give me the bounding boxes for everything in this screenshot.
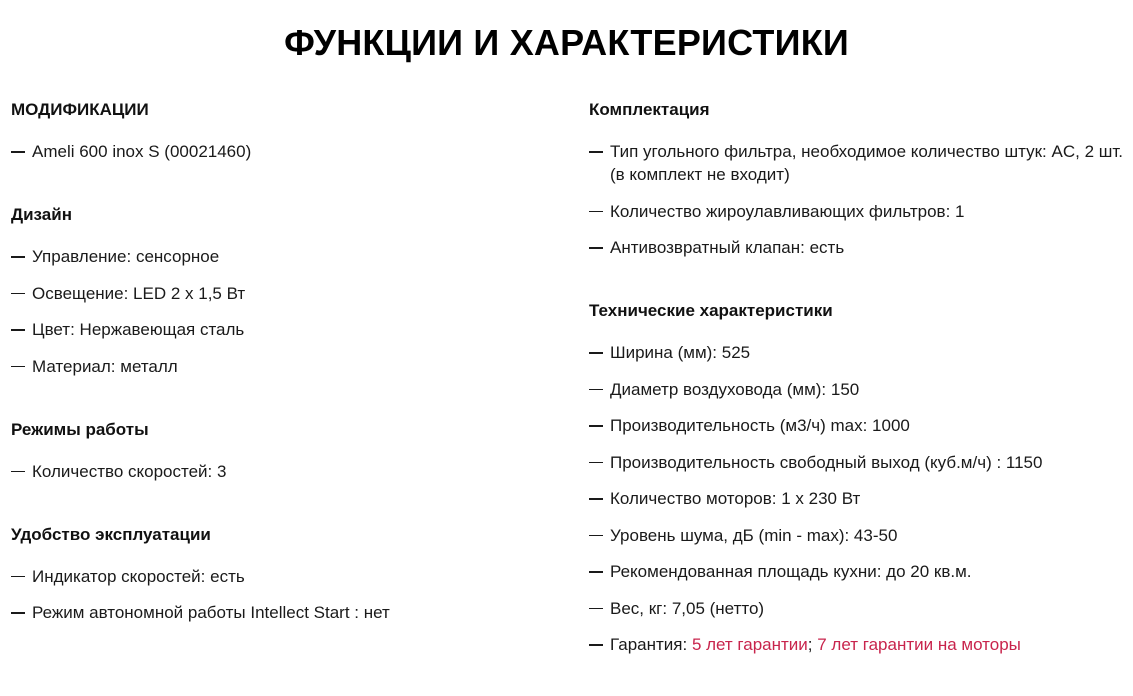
item-text: Количество скоростей: 3 [32, 461, 227, 481]
item-text: Ширина (мм): 525 [610, 343, 751, 362]
list-item [589, 560, 1129, 583]
item-list [11, 245, 551, 378]
dash-icon [11, 293, 25, 295]
list-item [11, 565, 551, 588]
dash-icon [589, 211, 603, 213]
section-title: Технические характеристики [589, 301, 833, 320]
item-text: Вес, кг: 7,05 (нетто) [610, 598, 765, 618]
section-title: МОДИФИКАЦИИ [11, 100, 149, 119]
dash-icon [11, 329, 25, 331]
list-item [589, 200, 1129, 223]
item-text: Режим автономной работы Intellect Start : нет [32, 603, 390, 622]
list-item [11, 140, 551, 163]
dash-icon [11, 471, 25, 473]
list-item [11, 318, 551, 341]
dash-icon [589, 389, 603, 391]
list-item [589, 378, 1129, 401]
dash-icon [11, 576, 25, 578]
warranty-7-years-motors-link[interactable]: 7 лет гарантии на моторы [817, 635, 1021, 654]
warranty-item [589, 633, 1129, 656]
item-text: Количество моторов: 1 х 230 Вт [610, 489, 861, 508]
list-item [589, 597, 1129, 620]
section-modes [11, 418, 551, 483]
dash-icon [11, 256, 25, 258]
item-text: Производительность свободный выход (куб.м/ч) : 1150 [610, 452, 1043, 472]
dash-icon [589, 608, 603, 610]
item-text: Рекомендованная площадь кухни: до 20 кв.м. [610, 562, 972, 581]
section-title: Дизайн [11, 205, 72, 224]
item-text: Производительность (м3/ч) max: 1000 [610, 416, 910, 435]
list-item [589, 236, 1129, 259]
dash-icon [11, 366, 25, 368]
list-item [11, 355, 551, 378]
dash-icon [11, 612, 25, 614]
warranty-5-years-link[interactable]: 5 лет гарантии [691, 635, 808, 654]
list-item [589, 451, 1129, 474]
list-item [11, 460, 551, 483]
dash-icon [589, 535, 603, 537]
list-item [589, 341, 1129, 364]
list-item [589, 487, 1129, 510]
item-text: Диаметр воздуховода (мм): 150 [610, 379, 860, 399]
list-item [11, 282, 551, 305]
item-text: Тип угольного фильтра, необходимое количество штук: AC, 2 шт. (в комплект не входит) [610, 142, 1124, 184]
list-item [11, 245, 551, 268]
item-text: Ameli 600 inox S (00021460) [32, 142, 252, 161]
item-list [589, 140, 1129, 259]
item-text: Управление: сенсорное [32, 247, 220, 266]
dash-icon [589, 571, 603, 573]
warranty-label: Гарантия: [610, 635, 692, 654]
dash-icon [589, 462, 603, 464]
item-text: Индикатор скоростей: есть [32, 566, 245, 586]
section-title: Режимы работы [11, 419, 149, 439]
item-list [589, 341, 1129, 656]
section-kit [589, 98, 1129, 259]
section-title: Комплектация [589, 100, 710, 119]
left-column [11, 98, 551, 664]
list-item [11, 601, 551, 624]
section-modifications [11, 98, 551, 163]
item-text: Антивозвратный клапан: есть [610, 238, 845, 257]
right-column [589, 98, 1129, 696]
dash-icon [589, 644, 603, 646]
section-usability [11, 523, 551, 625]
dash-icon [589, 247, 603, 249]
item-text: Количество жироулавливающих фильтров: 1 [610, 201, 965, 221]
item-text: Материал: металл [32, 356, 178, 376]
section-tech [589, 299, 1129, 656]
item-list [11, 140, 551, 163]
list-item [589, 414, 1129, 437]
item-list [11, 565, 551, 625]
dash-icon [589, 425, 603, 427]
section-title: Удобство эксплуатации [11, 524, 211, 544]
page-title: ФУНКЦИИ И ХАРАКТЕРИСТИКИ [284, 22, 849, 63]
item-text: Уровень шума, дБ (min - max): 43-50 [610, 525, 898, 545]
item-text: Освещение: LED 2 х 1,5 Вт [32, 283, 246, 303]
warranty-separator: ; [807, 635, 818, 654]
item-list [11, 460, 551, 483]
list-item [589, 524, 1129, 547]
section-design [11, 203, 551, 378]
dash-icon [11, 151, 25, 153]
list-item [589, 140, 1129, 186]
item-text: Цвет: Нержавеющая сталь [32, 320, 245, 339]
dash-icon [589, 498, 603, 500]
dash-icon [589, 151, 603, 153]
dash-icon [589, 352, 603, 354]
